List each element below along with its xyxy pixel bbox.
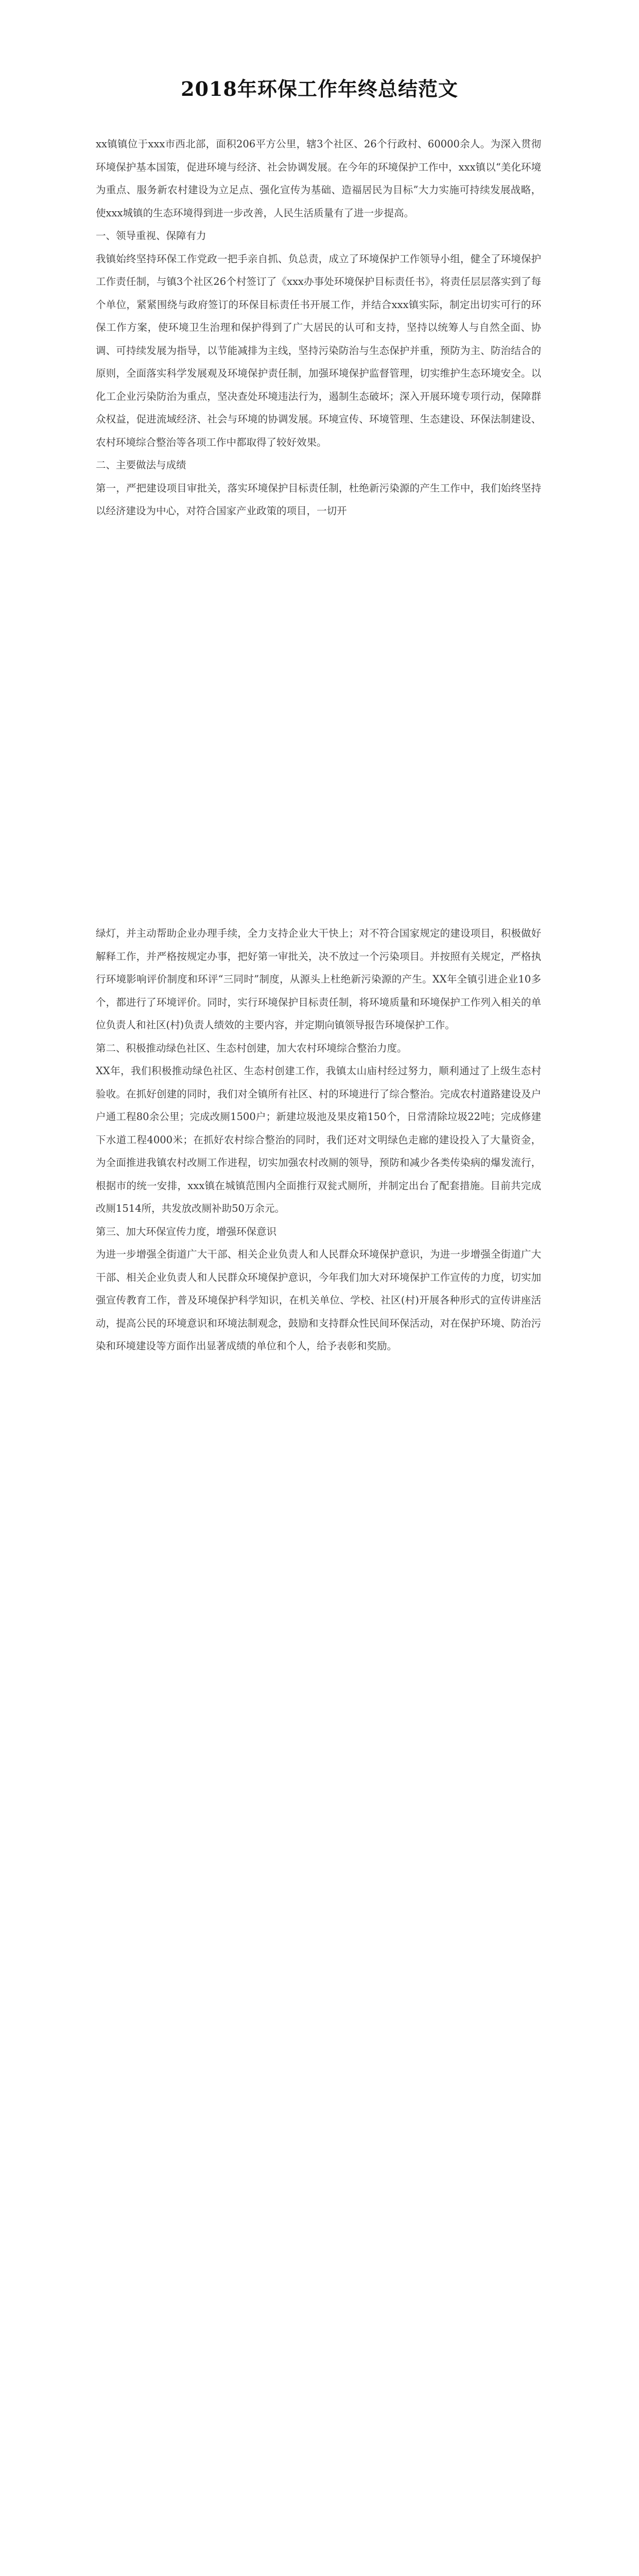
body-paragraph: XX年，我们积极推动绿色社区、生态村创建工作，我镇太山庙村经过努力，顺利通过了上级生态村验收。在抓好创建的同时，我们对全镇所有社区、村的环境进行了综合整治。完成农村道路建设及户户通工程80余公里；完成改厕1500户；新建垃圾池及果皮箱150个，日常清除垃圾22吨；完成修建下水道工程4000米；在抓好农村综合整治的同时，我们还对文明绿色走廊的建设投入了大量资金，为全面推进我镇农村改厕工作进程，切实加强农村改厕的领导，预防和减少各类传染病的爆发流行，根据市的统一安排，xxx镇在城镇范围内全面推行双瓮式厕所，并制定出台了配套措施。目前共完成改厕1514所，共发放改厕补助50万余元。: [96, 1065, 541, 1214]
section-heading: 一、领导重视、保障有力: [96, 230, 206, 242]
body-section-1: [96, 133, 541, 523]
section-heading: 第二、积极推动绿色社区、生态村创建，加大农村环境综合整治力度。: [96, 1042, 407, 1054]
section-heading: 二、主要做法与成绩: [96, 459, 186, 471]
body-paragraph: 绿灯，并主动帮助企业办理手续，全力支持企业大干快上；对不符合国家规定的建设项目，积极做好解释工作，并严格按规定办事，把好第一审批关，决不放过一个污染项目。并按照有关规定，严格执行环境影响评价制度和环评“三同时”制度，从源头上杜绝新污染源的产生。XX年全镇引进企业10多个，都进行了环境评价。同时，实行环境保护目标责任制，将环境质量和环境保护工作列入相关的单位负责人和社区(村)负责人绩效的主要内容，并定期向镇领导报告环境保护工作。: [96, 927, 541, 1031]
body-paragraph: 为进一步增强全街道广大干部、相关企业负责人和人民群众环境保护意识，为进一步增强全街道广大干部、相关企业负责人和人民群众环境保护意识，今年我们加大对环境保护工作宣传的力度，切实加强宣传教育工作，普及环境保护科学知识，在机关单位、学校、社区(村)开展各种形式的宣传讲座活动，提高公民的环境意识和环境法制观念，鼓励和支持群众性民间环保活动，对在保护环境、防治污染和环境建设等方面作出显著成绩的单位和个人，给予表彰和奖励。: [96, 1248, 541, 1352]
body-section-2: [96, 922, 541, 1358]
body-paragraph: 我镇始终坚持环保工作党政一把手亲自抓、负总责，成立了环境保护工作领导小组，健全了环境保护工作责任制，与镇3个社区26个村签订了《xxx办事处环境保护目标责任书》，将责任层层落实到了每个单位，紧紧围绕与政府签订的环保目标责任书开展工作，并结合xxx镇实际，制定出切实可行的环保工作方案，使环境卫生治理和保护得到了广大居民的认可和支持，坚持以统筹人与自然全面、协调、可持续发展为指导，以节能减排为主线，坚持污染防治与生态保护并重，预防为主、防治结合的原则，全面落实科学发展观及环境保护责任制，加强环境保护监督管理，切实维护生态环境安全。以化工企业污染防治为重点，坚决查处环境违法行为，遏制生态破坏；深入开展环境专项行动，保障群众权益，促进流域经济、社会与环境的协调发展。环境宣传、环境管理、生态建设、环保法制建设、农村环境综合整治等各项工作中都取得了较好效果。: [96, 252, 541, 448]
body-paragraph: xx镇镇位于xxx市西北部，面积206平方公里，辖3个社区、26个行政村、60000余人。为深入贯彻环境保护基本国策，促进环境与经济、社会协调发展。在今年的环境保护工作中，xxx镇以“美化环境为重点、服务新农村建设为立足点、强化宣传为基础、造福居民为目标”大力实施可持续发展战略，使xxx城镇的生态环境得到进一步改善，人民生活质量有了进一步提高。: [96, 138, 541, 219]
body-paragraph: 第一，严把建设项目审批关，落实环境保护目标责任制，杜绝新污染源的产生工作中，我们始终坚持以经济建设为中心，对符合国家产业政策的项目，一切开: [96, 482, 541, 517]
section-heading: 第三、加大环保宣传力度，增强环保意识: [96, 1225, 277, 1238]
document-title: 2018年环保工作年终总结范文: [181, 77, 458, 100]
